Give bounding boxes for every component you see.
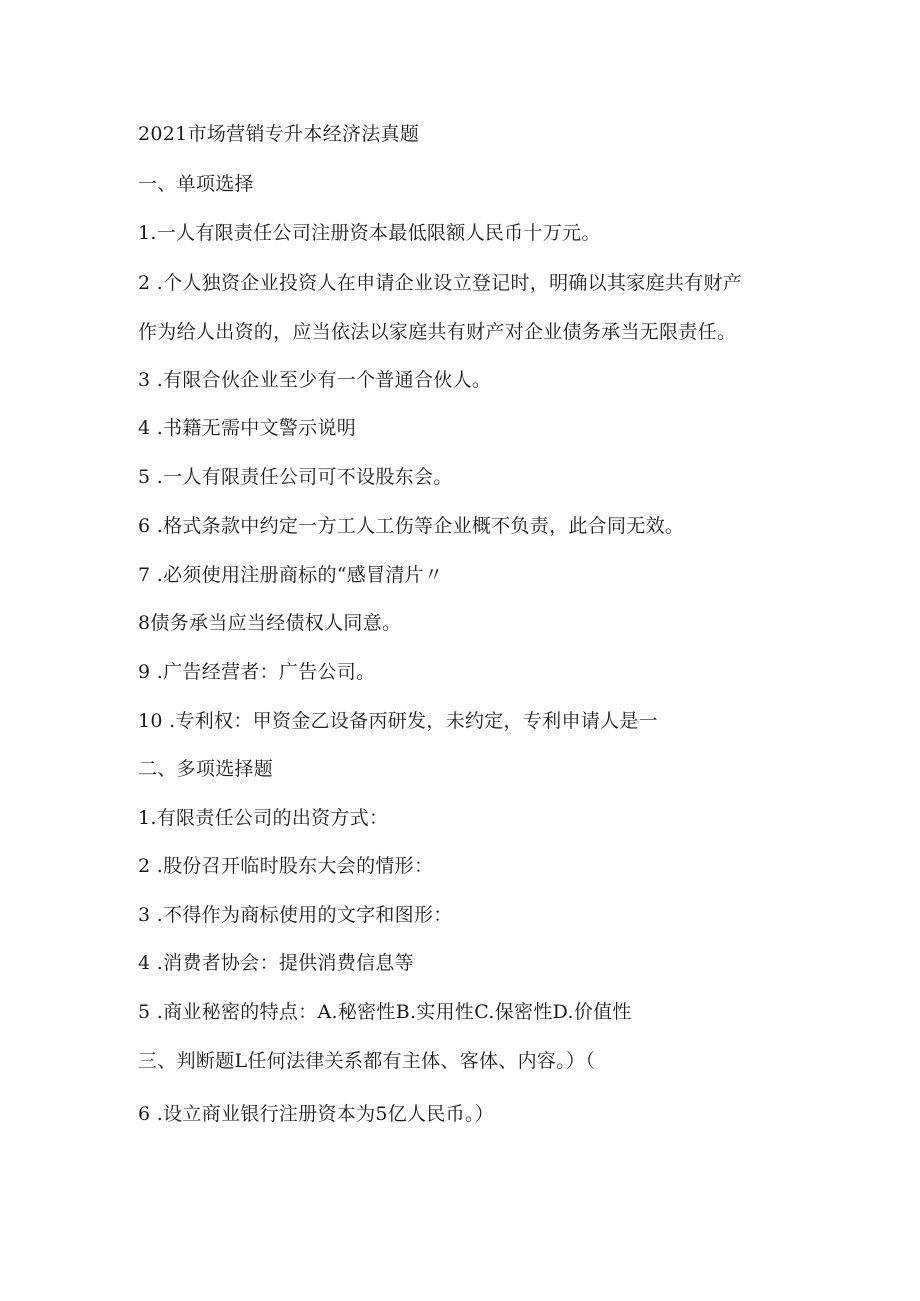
section-2-heading: 二、多项选择题 xyxy=(138,758,274,780)
section-1-item-2: 2 .个人独资企业投资人在申请企业设立登记时，明确以其家庭共有财产 xyxy=(138,272,743,294)
section-1-item-1: 1.一人有限责任公司注册资本最低限额人民币十万元。 xyxy=(138,222,601,244)
section-1-item-6: 6 .格式条款中约定一方工人工伤等企业概不负责，此合同无效。 xyxy=(138,515,685,537)
section-1-item-8: 8债务承当应当经债权人同意。 xyxy=(138,612,402,634)
section-1-item-9: 9 .广告经营者：广告公司。 xyxy=(138,661,376,683)
section-2-item-1: 1.有限责任公司的出资方式： xyxy=(138,807,389,829)
section-1-heading: 一、单项选择 xyxy=(138,173,254,195)
section-1-item-5: 5 .一人有限责任公司可不设股东会。 xyxy=(138,466,453,488)
section-2-item-5: 5 .商业秘密的特点：A.秘密性B.实用性C.保密性D.价值性 xyxy=(138,1001,632,1023)
section-2-item-2: 2 .股份召开临时股东大会的情形： xyxy=(138,855,434,877)
section-3-heading: 三、判断题L任何法律关系都有主体、客体、内容。）（ xyxy=(138,1050,596,1072)
section-1-item-2-continued: 作为给人出资的，应当依法以家庭共有财产对企业债务承当无限责任。 xyxy=(138,321,737,343)
section-1-item-10: 10 .专利权：甲资金乙设备丙研发，未约定，专利申请人是一 xyxy=(138,710,658,732)
section-1-item-3: 3 .有限合伙企业至少有一个普通合伙人。 xyxy=(138,369,492,391)
section-1-item-4: 4 .书籍无需中文警示说明 xyxy=(138,417,357,439)
section-2-item-3: 3 .不得作为商标使用的文字和图形： xyxy=(138,904,453,926)
section-2-item-4: 4 .消费者协会：提供消费信息等 xyxy=(138,952,414,974)
section-1-item-7: 7 .必须使用注册商标的“感冒清片〃 xyxy=(138,564,444,586)
document-title: 2021市场营销专升本经济法真题 xyxy=(138,123,420,145)
section-3-item-6: 6 .设立商业银行注册资本为5亿人民币。） xyxy=(138,1103,495,1125)
